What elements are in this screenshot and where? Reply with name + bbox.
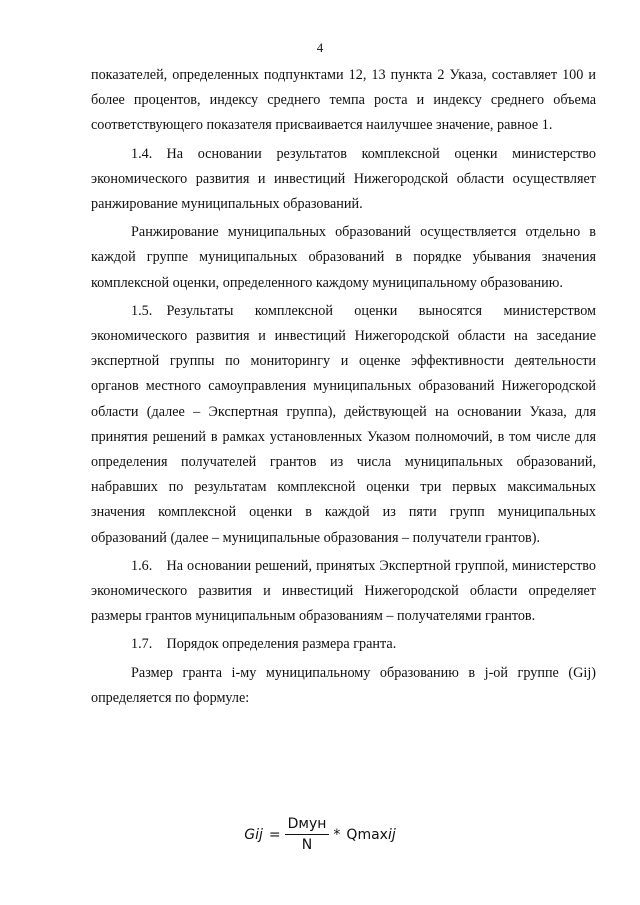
paragraph-1-6: 1.6. На основании решений, принятых Экспертной группой, министерство экономического развития и инвестиций Нижегородской области определяет размеры грантов муниципальным образованиям – получателями грантов. [91, 557, 596, 625]
paragraph-ranking: Ранжирование муниципальных образований осуществляется отдельно в каждой группе муниципальных образований в порядке убывания значения комплексной оценки, определенного каждому муниципальному образованию. [91, 224, 596, 291]
formula-rhs-prefix: Qmax [346, 826, 388, 843]
paragraph-grant-size: Размер гранта i-му муниципальному образованию в j-ой группе (Gij) определяется по формуле: [91, 664, 596, 706]
paragraph-continuation: показателей, определенных подпунктами 12, 13 пункта 2 Указа, составляет 100 и более процентов, индексу среднего темпа роста и индексу среднего объема соответствующего показателя присваивается наилучшее значение, равное 1. [91, 67, 596, 134]
formula-rhs-index: ij [387, 826, 396, 843]
paragraph-1-7: 1.7. Порядок определения размера гранта. [131, 636, 397, 653]
formula-equals: = [268, 826, 281, 843]
formula-fraction [285, 816, 330, 853]
paragraph-1-4: 1.4. На основании результатов комплексной оценки министерство экономического развития и инвестиций Нижегородской области осуществляет ранжирование муниципальных образований. [91, 145, 596, 213]
paragraph-1-5: 1.5. Результаты комплексной оценки выносятся министерством экономического развития и инвестиций Нижегородской области на заседание экспертной группы по мониторингу и оценке эффективности деятельности органов местного самоуправления муниципальных образований Нижегородской области (далее – Экспертная группа), действующей на основании Указа, для принятия решений в рамках установленных Указом полномочий, в том числе для определения получателей грантов из числа муниципальных образований, набравших по результатам комплексной оценки три первых максимальных значения комплексной оценки в каждой из пяти групп муниципальных образований (далее – муниципальные образования – получатели грантов). [91, 302, 596, 546]
grant-formula [0, 816, 640, 853]
formula-numerator: Dмун [285, 816, 330, 835]
formula-denominator: N [301, 837, 313, 853]
formula-lhs: Gij [244, 826, 263, 843]
page-number: 4 [316, 40, 324, 55]
document-body [91, 63, 596, 714]
formula-operator: * [333, 826, 341, 843]
